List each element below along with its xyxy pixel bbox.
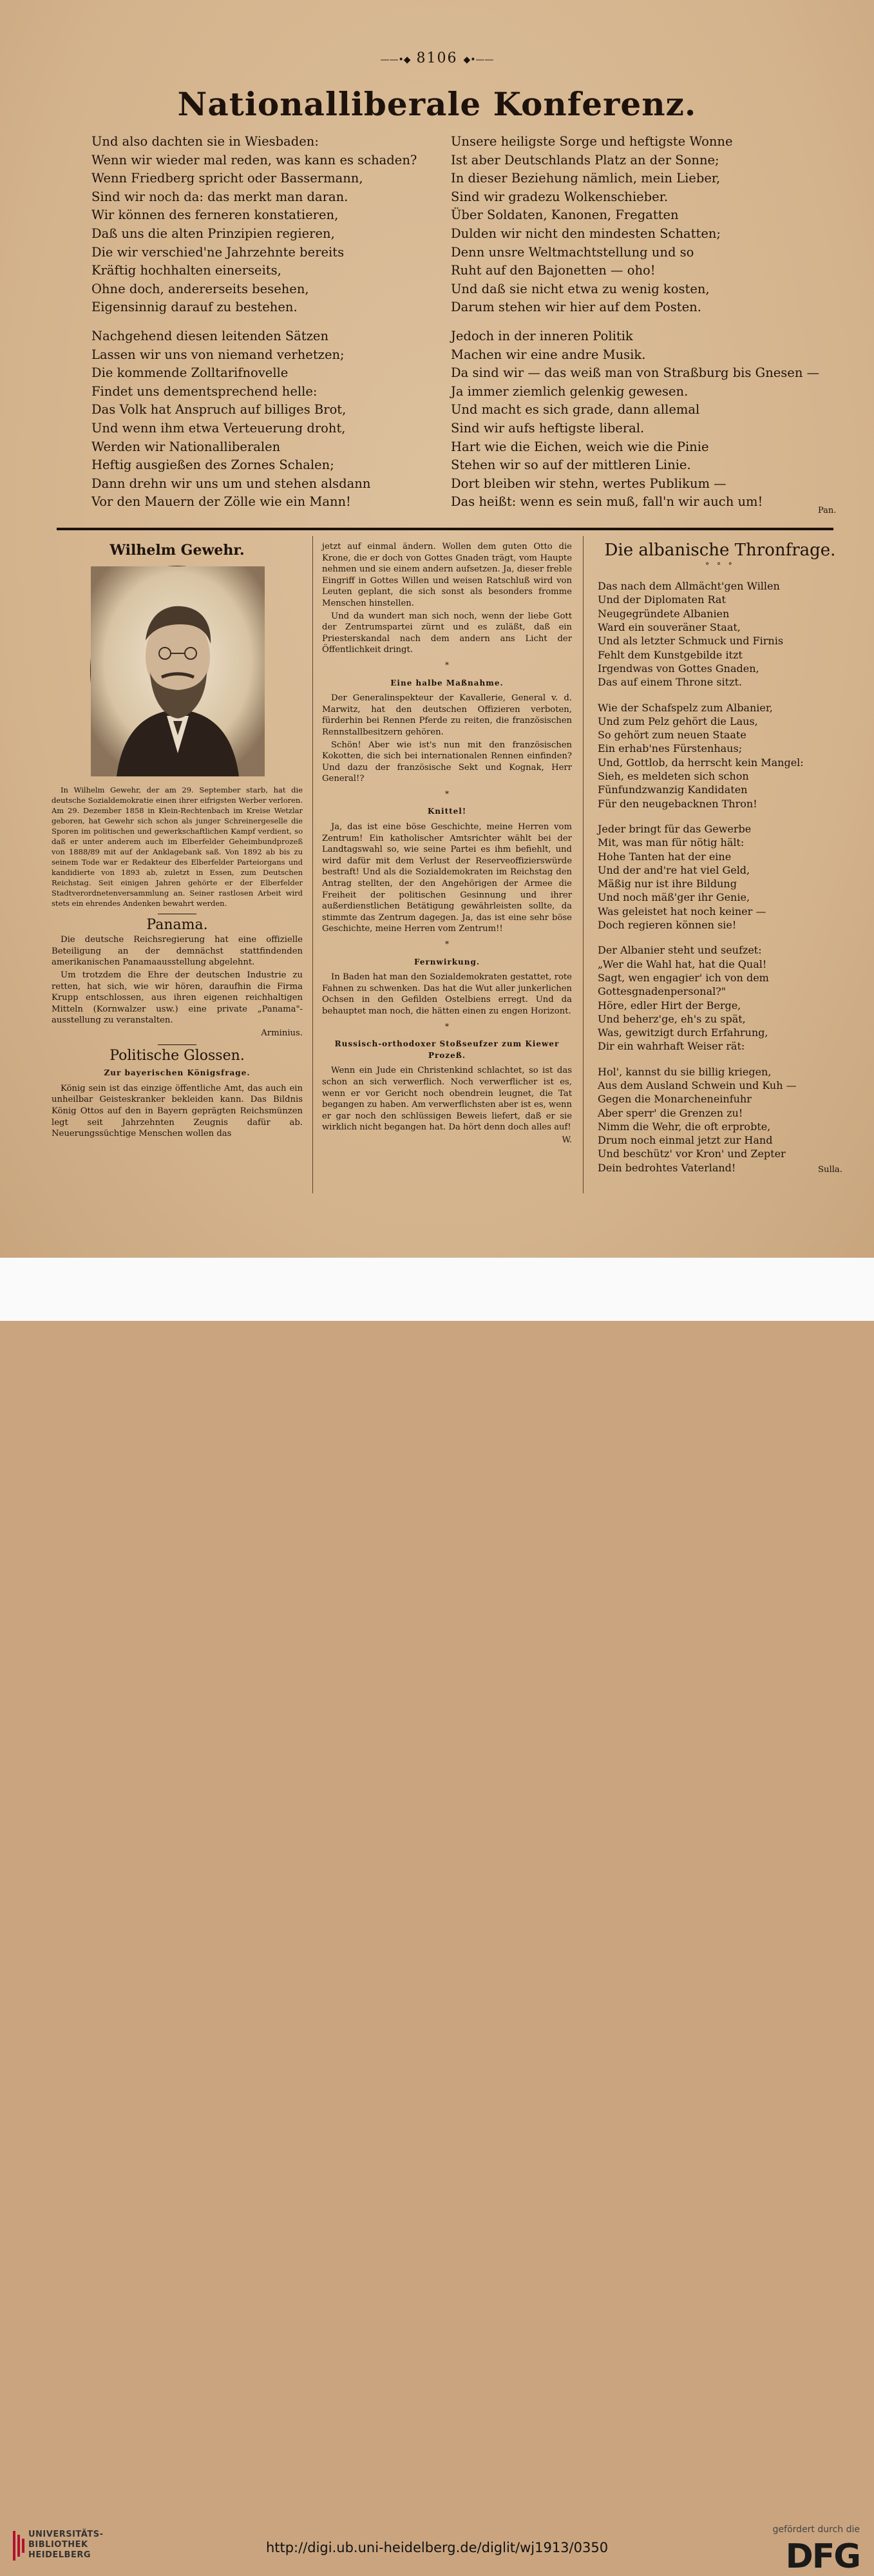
article-signature: W. [562,1135,572,1145]
poem-line: Wir können des ferneren konstatieren, [91,207,339,223]
poem-line: Hart wie die Eichen, weich wie die Pinie [451,439,709,454]
poem-line: Und noch mäß'ger ihr Genie, [598,891,750,904]
paragraph: König sein ist das einzige öffentliche Amt, das auch ein unheilbar Geisteskranker bekleiden kann. Das Bildnis König Ottos auf den in Bayern geprägten Reichsmünzen legt seit Jahrzehnten Zeugnis dafür ab. Neuerungssüchtige Menschen wollen das [52,1083,303,1139]
poem-line: Ruht auf den Bajonetten — oho! [451,263,656,278]
poem-line: Die wir verschied'ne Jahrzehnte bereits [91,244,345,260]
poem-line: Neugegründete Albanien [598,607,730,620]
poem-line: Dein bedrohtes Vaterland! [598,1161,736,1174]
separator-star: * [445,789,449,798]
institution-line: UNIVERSITÄTS- [28,2530,104,2539]
poem-line: Das nach dem Allmächt'gen Willen [598,580,780,593]
stanza [598,579,842,689]
poem-line: Dann drehn wir uns um und stehen alsdann [91,476,371,491]
paragraph: In Baden hat man den Sozialdemokraten gestattet, rote Fahnen zu schwenken. Das hat die Wut aller junkerlichen Ochsen in den Gefilden Ostelbiens erregt. Und da behauptet man noch, die hätten einen zu engen Horizont. [322,972,572,1016]
separator-star: * [445,660,449,669]
article-heading: Die albanische Thronfrage. [604,541,836,560]
paragraph: Schön! Aber wie ist's nun mit den französischen Kokotten, die sich bei internationalen Rennen einfinden? Und dazu der französische Sekt und Kognak, Herr General!? [322,740,572,784]
poem-line: Jedoch in der inneren Politik [451,328,633,343]
paragraph: Wenn ein Jude ein Christenkind schlachtet, so ist das schon an sich verwerflich. Noch verwerflicher ist es, wenn er vor Gericht noch obendrein leugnet, die Tat begangen zu haben. Am verwerflichsten aber ist es, wenn er gar noch den schlüssigen Beweis liefert, daß er sie wirklich nicht begangen hat. Da hört denn doch alles auf! [322,1066,572,1133]
article-subheading: Zur bayerischen Königsfrage. [104,1068,251,1078]
poem-line: Der Albanier steht und seufzet: [598,944,762,957]
poem-line: In dieser Beziehung nämlich, mein Lieber, [451,171,721,186]
poem-line: Und der and're hat viel Geld, [598,863,750,876]
poem-line: Findet uns dementsprechend helle: [91,383,318,399]
poem-line: Und daß sie nicht etwa zu wenig kosten, [451,281,710,296]
poem-line: Mäßig nur ist ihre Bildung [598,878,737,890]
article-subheading: Fernwirkung. [413,957,480,966]
institution-line: BIBLIOTHEK [28,2540,88,2550]
poem-line: Ohne doch, andererseits besehen, [91,281,309,296]
poem-line: Höre, edler Hirt der Berge, [598,999,741,1012]
stanza [598,1065,842,1175]
poem-line: Sind wir noch da: das merkt man daran. [91,189,348,204]
poem-line: Und zum Pelz gehört die Laus, [598,715,758,727]
stanza [451,133,819,317]
poem-line: Und beherz'ge, eh's zu spät, [598,1012,746,1025]
column-2 [322,541,572,1146]
poem-line: Aber sperr' die Grenzen zu! [598,1106,743,1119]
poem-line: Gottesgnadenpersonal?" [598,985,727,998]
poem-line: Fehlt dem Kunstgebilde itzt [598,648,743,661]
poem-line: Doch regieren können sie! [598,919,737,932]
poem-line: Was, gewitzigt durch Erfahrung, [598,1026,768,1039]
article-divider [158,1044,196,1045]
dfg-logo: DFG [785,2537,860,2576]
poem-line: Denn unsre Weltmachtstellung und so [451,244,694,260]
poem-line: „Wer die Wahl hat, hat die Qual! [598,957,767,970]
stanza [91,133,417,317]
portrait-caption: In Wilhelm Gewehr, der am 29. September starb, hat die deutsche Sozialdemokratie einen ihrer eifrigsten Werber verloren. Am 29. Dezember 1858 in Klein-Rechtenbach im Kreise Wetzlar geboren, hat Gewehr sich schon als junger Schreinergeselle die Sporen im politischen und gewerkschaftlichen Kampf verdient, so daß er unter anderem auch im Elberfelder Geheimbundprozeß von 1888/89 mit auf der Anklagebank saß. Von 1892 ab bis zu seinem Tode war er Redakteur des Elberfelder Parteiorgans und kandidierte von 1893 ab, zuletzt in Essen, zum Deutschen Reichstag. Seit einigen Jahren gehörte er der Elberfelder Stadtverordnetenversammlung an. Seiner rastlosen Arbeit wird stets ein ehrendes Andenken bewahrt werden. [52,785,303,908]
article-signature: Arminius. [261,1028,303,1038]
poem-line: Wenn wir wieder mal reden, was kann es schaden? [91,152,417,168]
poem-line: Stehen wir so auf der mittleren Linie. [451,457,691,473]
poem-line: Und als letzter Schmuck und Firnis [598,635,784,648]
paragraph: Der Generalinspekteur der Kavallerie, General v. d. Marwitz, hat den deutschen Offizieren verboten, fürderhin bei Rennen Pferde zu reiten, die französischen Rennstallbesitzern gehören. [322,693,572,737]
poem-line: Kräftig hochhalten einerseits, [91,263,281,278]
poem-right-column [451,133,819,522]
institution-line: HEIDELBERG [28,2550,91,2560]
poem-line: Wenn Friedberg spricht oder Bassermann, [91,171,363,186]
poem-line: Unsere heiligste Sorge und heftigste Wonne [451,134,733,149]
poem-line: Ward ein souveräner Staat, [598,621,741,634]
article-signature: Sulla. [817,1165,842,1175]
stanza [598,943,842,1053]
poem-line: Die kommende Zolltarifnovelle [91,365,289,381]
article-heading: Wilhelm Gewehr. [109,542,245,559]
poem-line: Über Soldaten, Kanonen, Fregatten [451,207,679,223]
paragraph: Um trotzdem die Ehre der deutschen Industrie zu retten, hat sich, wie wir hören, daraufhin die Firma Krupp entschlossen, aus ihren eigenen reichhaltigen Mitteln (Kornwalzer usw.) eine private „Panama"-ausstellung zu veranstalten. [52,970,303,1026]
poem-line: Da sind wir — das weiß man von Straßburg bis Gnesen — [451,365,820,381]
poem-line: Ist aber Deutschlands Platz an der Sonne; [451,152,719,168]
paragraph: Und da wundert man sich noch, wenn der liebe Gott der Zentrumspartei zürnt und es zuläßt, daß ein Priesterskandal nach dem andern ans Licht der Öffentlichkeit dringt. [322,611,572,655]
separator-star: * [445,1021,449,1031]
poem-line: Daß uns die alten Prinzipien regieren, [91,226,335,241]
article-subheading: Eine halbe Maßnahme. [390,678,504,687]
poem-line: Sagt, wen engagier' ich von dem [598,971,769,984]
poem-line: Lassen wir uns von niemand verhetzen; [91,347,345,362]
poem-line: Drum noch einmal jetzt zur Hand [598,1134,773,1147]
poem-line: Sind wir gradezu Wolkenschieber. [451,189,669,204]
newspaper-page [0,0,874,1258]
albanian-poem [598,579,842,1175]
column-3 [598,541,842,1176]
stanza [598,701,842,811]
poem-left-column [91,133,417,522]
poem-line: So gehört zum neuen Staate [598,729,746,742]
library-footer [0,1258,874,2576]
poem-line: Gegen die Monarcheneinfuhr [598,1093,752,1106]
poem-line: Werden wir Nationalliberalen [91,439,281,454]
poem-line: Wie der Schafspelz zum Albanier, [598,701,773,714]
portrait-photo [90,566,264,776]
poem-title: Nationalliberale Konferenz. [177,85,697,123]
funded-by-label: gefördert durch die [772,2524,860,2535]
poem-line: Hohe Tanten hat der eine [598,850,732,863]
poem-line: Dulden wir nicht den mindesten Schatten; [451,226,721,241]
paragraph: Die deutsche Reichsregierung hat eine offizielle Beteiligung an der demnächst stattfindenden amerikanischen Panamaausstellung abgelehnt. [52,935,303,968]
poem-line: Darum stehen wir hier auf dem Posten. [451,300,701,315]
poem-line: Für den neugebacknen Thron! [598,797,757,810]
source-url[interactable]: http://digi.ub.uni-heidelberg.de/diglit/wj1913/0350 [265,2540,609,2555]
poem-line: Und beschütz' vor Kron' und Zepter [598,1148,786,1160]
poem-line: Das auf einem Throne sitzt. [598,676,742,689]
article-subheading: Russisch-orthodoxer Stoßseufzer zum Kiewer Prozeß. [334,1039,560,1060]
poem-line: Und, Gottlob, da herrscht kein Mangel: [598,756,804,769]
column-divider [312,536,313,1193]
paragraph: jetzt auf einmal ändern. Wollen dem guten Otto die Krone, die er doch von Gottes Gnaden trägt, vom Haupte nehmen und sie einem andern aufsetzen. Ja, dieser freble Eingriff in Gottes Willen und weisen Ratschluß wird von Leuten geplant, die sich sonst als besonders fromme Menschen hinstellen. [322,542,572,608]
article-subheading: Knittel! [427,807,467,816]
article-heading: Politische Glossen. [109,1047,245,1064]
column-1 [52,541,303,1141]
poem-line: Irgendwas von Gottes Gnaden, [598,662,759,675]
poem-line: Ja immer ziemlich gelenkig gewesen. [451,383,689,399]
article-heading: Panama. [146,916,208,933]
ornament: ° ° ° [705,561,735,570]
poem-line: Jeder bringt für das Gewerbe [598,822,752,835]
poem-line: Was geleistet hat noch keiner — [598,905,766,918]
poem-line: Und wenn ihm etwa Verteuerung droht, [91,420,346,436]
poem-line: Dort bleiben wir stehn, wertes Publikum — [451,476,727,491]
stanza [451,327,819,512]
page-number: 8106 [416,50,458,66]
poem-line: Nimm die Wehr, die oft erprobte, [598,1120,771,1133]
poem-line: Machen wir eine andre Musik. [451,347,646,362]
section-divider [57,528,833,530]
poem-line: Hol', kannst du sie billig kriegen, [598,1065,772,1078]
stanza [91,327,417,512]
poem-line: Das Volk hat Anspruch auf billiges Brot, [91,402,347,418]
poem-line: Vor den Mauern der Zölle wie ein Mann! [91,494,351,510]
poem-line: Fünfundzwanzig Kandidaten [598,783,748,796]
stanza [598,822,842,932]
poem-line: Heftig ausgießen des Zornes Schalen; [91,457,334,473]
poem-line: Sind wir aufs heftigste liberal. [451,420,645,436]
poem-signature: Pan. [818,506,837,515]
column-divider [583,536,584,1193]
paragraph: Ja, das ist eine böse Geschichte, meine Herren vom Zentrum! Ein katholischer Amtsrichter wählt bei der Landtagswahl so, wie seine Partei es ihm befiehlt, und wird dafür mit dem Verlust der Reserveoffizierswürde bestraft! Und als die Sozialdemokraten im Reichstag den Antrag stellten, der den Angehörigen der Armee die Freiheit der politischen Gesinnung und ihrer außerdienstlichen Betätigung gewährleisten sollte, da stimmte das Zentrum dagegen. Ja, das ist eine sehr böse Geschichte, meine Herren vom Zentrum!! [322,822,572,934]
poem-line: Mit, was man für nötig hält: [598,836,745,849]
page-number-line: ——•◆ 8106 ◆•—— [380,50,494,66]
poem-line: Aus dem Ausland Schwein und Kuh — [598,1079,797,1091]
poem-line: Und der Diplomaten Rat [598,593,726,606]
poem-line: Das heißt: wenn es sein muß, fall'n wir auch um! [451,494,763,510]
poem-line: Und macht es sich grade, dann allemal [451,402,700,418]
poem-line: Dir ein wahrhaft Weiser rät: [598,1040,745,1053]
separator-star: * [445,939,449,948]
poem-line: Nachgehend diesen leitenden Sätzen [91,328,329,343]
poem-line: Ein erhab'nes Fürstenhaus; [598,742,743,755]
poem-line: Sieh, es meldeten sich schon [598,770,749,783]
poem-line: Und also dachten sie in Wiesbaden: [91,134,319,149]
poem-line: Eigensinnig darauf zu bestehen. [91,300,298,315]
